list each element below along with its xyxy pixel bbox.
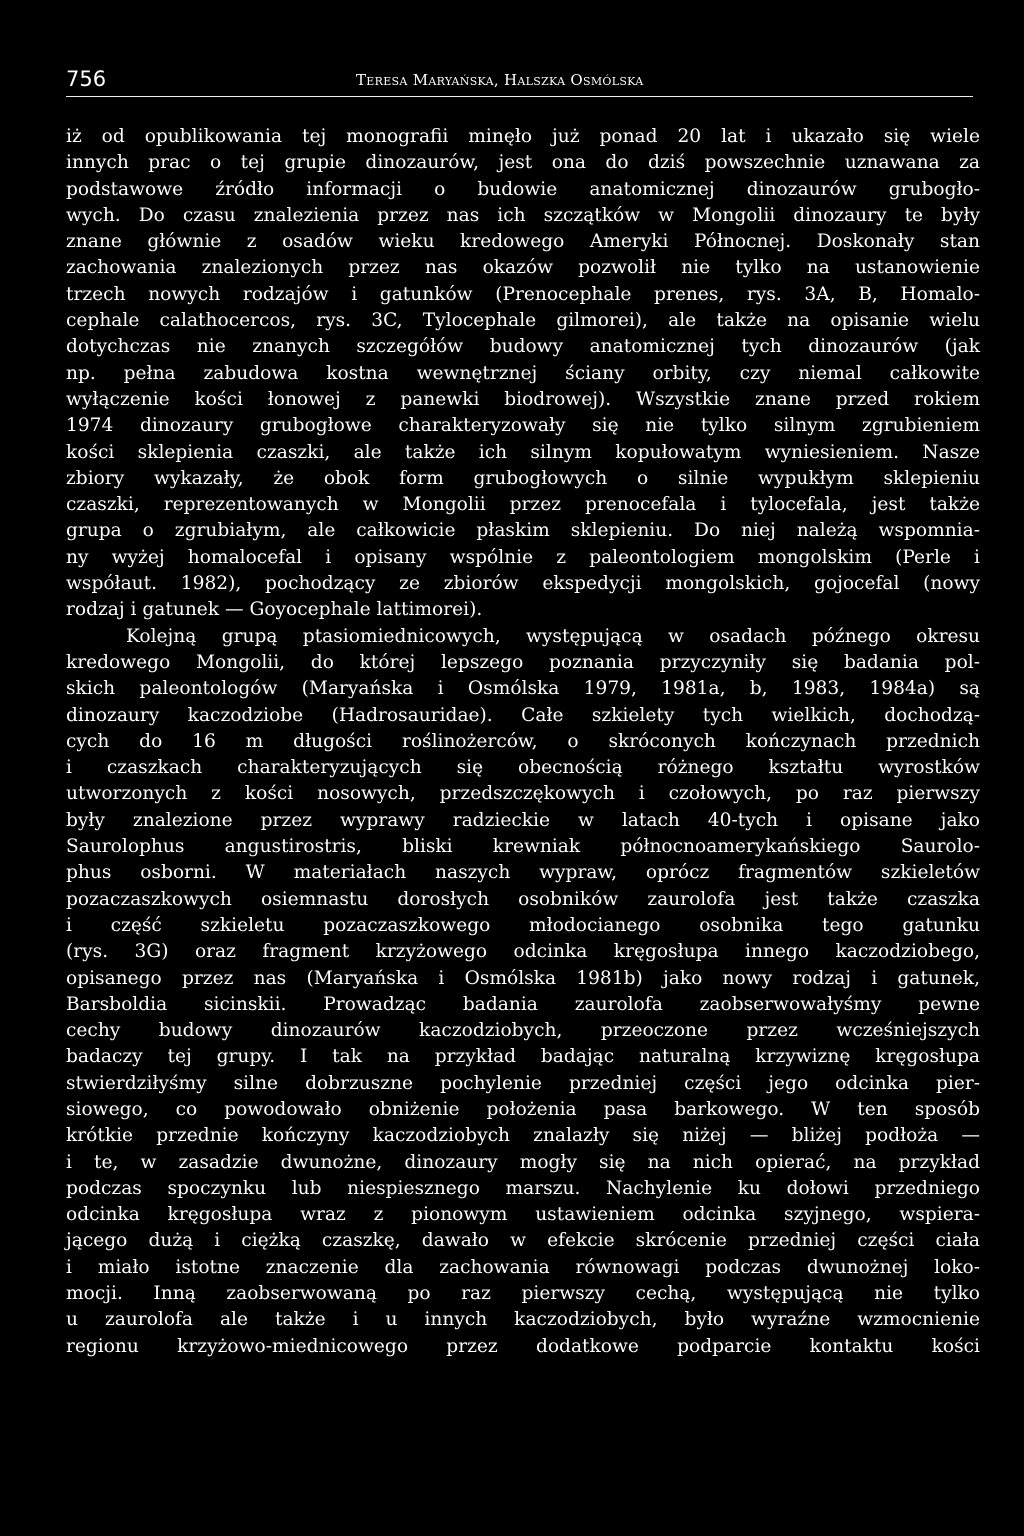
text-line: np. pełna zabudowa kostna wewnętrznej ściany orbity, czy niemal całkowite — [66, 362, 980, 384]
text-line: kości sklepienia czaszki, ale także ich silnym kopułowatym wyniesieniem. Nasze — [66, 441, 980, 463]
text-line: czaszki, reprezentowanych w Mongolii przez prenocefala i tylocefala, jest także — [66, 494, 980, 516]
text-line: rodzaj i gatunek — Goyocephale lattimorei). — [66, 599, 483, 621]
text-line: i miało istotne znaczenie dla zachowania równowagi podczas dwunożnej loko- — [66, 1256, 980, 1278]
running-head — [66, 66, 973, 97]
text-line: grupa o zgrubiałym, ale całkowicie płaskim sklepieniu. Do niej należą wspomnia- — [66, 520, 980, 542]
paragraph-2 — [66, 624, 980, 1360]
text-line: cych do 16 m długości roślinożerców, o skróconych kończynach przednich — [66, 730, 980, 752]
text-line: trzech nowych rodzajów i gatunków (Prenocephale prenes, rys. 3A, B, Homalo- — [66, 283, 980, 305]
text-line: Kolejną grupą ptasiomiednicowych, występującą w osadach późnego okresu — [126, 625, 980, 647]
text-line: współaut. 1982), pochodzący ze zbiorów ekspedycji mongolskich, gojocefal (nowy — [66, 573, 980, 595]
text-line: siowego, co powodowało obniżenie położenia pasa barkowego. W ten sposób — [66, 1098, 980, 1120]
text-line: zbiory wykazały, że obok form grubogłowych o silnie wypukłym sklepieniu — [66, 467, 980, 489]
text-line: u zaurolofa ale także i u innych kaczodziobych, było wyraźne wzmocnienie — [66, 1309, 980, 1331]
text-line: iż od opublikowania tej monografii minęło już ponad 20 lat i ukazało się wiele — [66, 126, 980, 147]
text-line: 1974 dinozaury grubogłowe charakteryzowały się nie tylko silnym zgrubieniem — [66, 415, 980, 437]
text-line: cechy budowy dinozaurów kaczodziobych, przeoczone przez wcześniejszych — [66, 1020, 980, 1042]
text-line: badaczy tej grupy. I tak na przykład badając naturalną krzywiznę kręgosłupa — [66, 1046, 980, 1068]
paragraph-1 — [66, 124, 980, 624]
text-line: i te, w zasadzie dwunożne, dinozaury mogły się na nich opierać, na przykład — [66, 1151, 980, 1173]
text-line: kredowego Mongolii, do której lepszego poznania przyczyniły się badania pol- — [66, 651, 980, 673]
text-line: znane głównie z osadów wieku kredowego Ameryki Północnej. Doskonały stan — [66, 231, 980, 253]
text-line: i część szkieletu pozaczaszkowego młodocianego osobnika tego gatunku — [66, 914, 980, 936]
text-line: dinozaury kaczodziobe (Hadrosauridae). Całe szkielety tych wielkich, dochodzą- — [66, 704, 980, 726]
text-line: (rys. 3G) oraz fragment krzyżowego odcinka kręgosłupa innego kaczodziobego, — [66, 941, 980, 963]
text-line: były znalezione przez wyprawy radzieckie w latach 40-tych i opisane jako — [66, 809, 980, 831]
text-line: dotychczas nie znanych szczegółów budowy anatomicznej tych dinozaurów (jak — [66, 336, 980, 358]
text-line: wyłączenie kości łonowej z panewki biodrowej). Wszystkie znane przed rokiem — [66, 388, 980, 410]
text-line: cephale calathocercos, rys. 3C, Tylocephale gilmorei), ale także na opisanie wielu — [66, 310, 980, 332]
text-line: podczas spoczynku lub niespiesznego marszu. Nachylenie ku dołowi przedniego — [66, 1177, 980, 1199]
text-line: zachowania znalezionych przez nas okazów pozwolił nie tylko na ustanowienie — [66, 257, 980, 279]
text-line: Saurolophus angustirostris, bliski krewniak północnoamerykańskiego Saurolo- — [66, 836, 980, 858]
text-line: utworzonych z kości nosowych, przedszczękowych i czołowych, po raz pierwszy — [66, 783, 980, 805]
running-head-authors: Teresa Maryańska, Halszka Osmólska — [356, 71, 644, 89]
text-line: opisanego przez nas (Maryańska i Osmólska 1981b) jako nowy rodzaj i gatunek, — [66, 967, 980, 989]
text-line: jącego dużą i ciężką czaszkę, dawało w efekcie skrócenie przedniej części ciała — [66, 1230, 980, 1252]
text-line: i czaszkach charakteryzujących się obecnością różnego kształtu wyrostków — [66, 757, 980, 779]
text-line: phus osborni. W materiałach naszych wypraw, oprócz fragmentów szkieletów — [66, 862, 980, 884]
text-line: regionu krzyżowo-miednicowego przez dodatkowe podparcie kontaktu kości — [66, 1335, 980, 1357]
text-line: stwierdziłyśmy silne dobrzuszne pochylenie przedniej części jego odcinka pier- — [66, 1072, 980, 1094]
text-line: krótkie przednie kończyny kaczodziobych znalazły się niżej — bliżej podłoża — — [66, 1125, 980, 1147]
text-line: odcinka kręgosłupa wraz z pionowym ustawieniem odcinka szyjnego, wspiera- — [66, 1204, 980, 1226]
text-line: innych prac o tej grupie dinozaurów, jest ona do dziś powszechnie uznawana za — [66, 152, 980, 174]
page-number: 756 — [66, 67, 107, 91]
text-line: skich paleontologów (Maryańska i Osmólska 1979, 1981a, b, 1983, 1984a) są — [66, 678, 980, 700]
text-line: Barsboldia sicinskii. Prowadząc badania zaurolofa zaobserwowałyśmy pewne — [66, 993, 980, 1015]
text-line: wych. Do czasu znalezienia przez nas ich szczątków w Mongolii dinozaury te były — [66, 204, 980, 226]
body-text — [66, 124, 980, 1360]
text-line: podstawowe źródło informacji o budowie anatomicznej dinozaurów grubogło- — [66, 178, 980, 200]
text-line: mocji. Inną zaobserwowaną po raz pierwszy cechą, występującą nie tylko — [66, 1283, 980, 1305]
text-line: pozaczaszkowych osiemnastu dorosłych osobników zaurolofa jest także czaszka — [66, 888, 980, 910]
text-line: ny wyżej homalocefal i opisany wspólnie z paleontologiem mongolskim (Perle i — [66, 546, 980, 568]
